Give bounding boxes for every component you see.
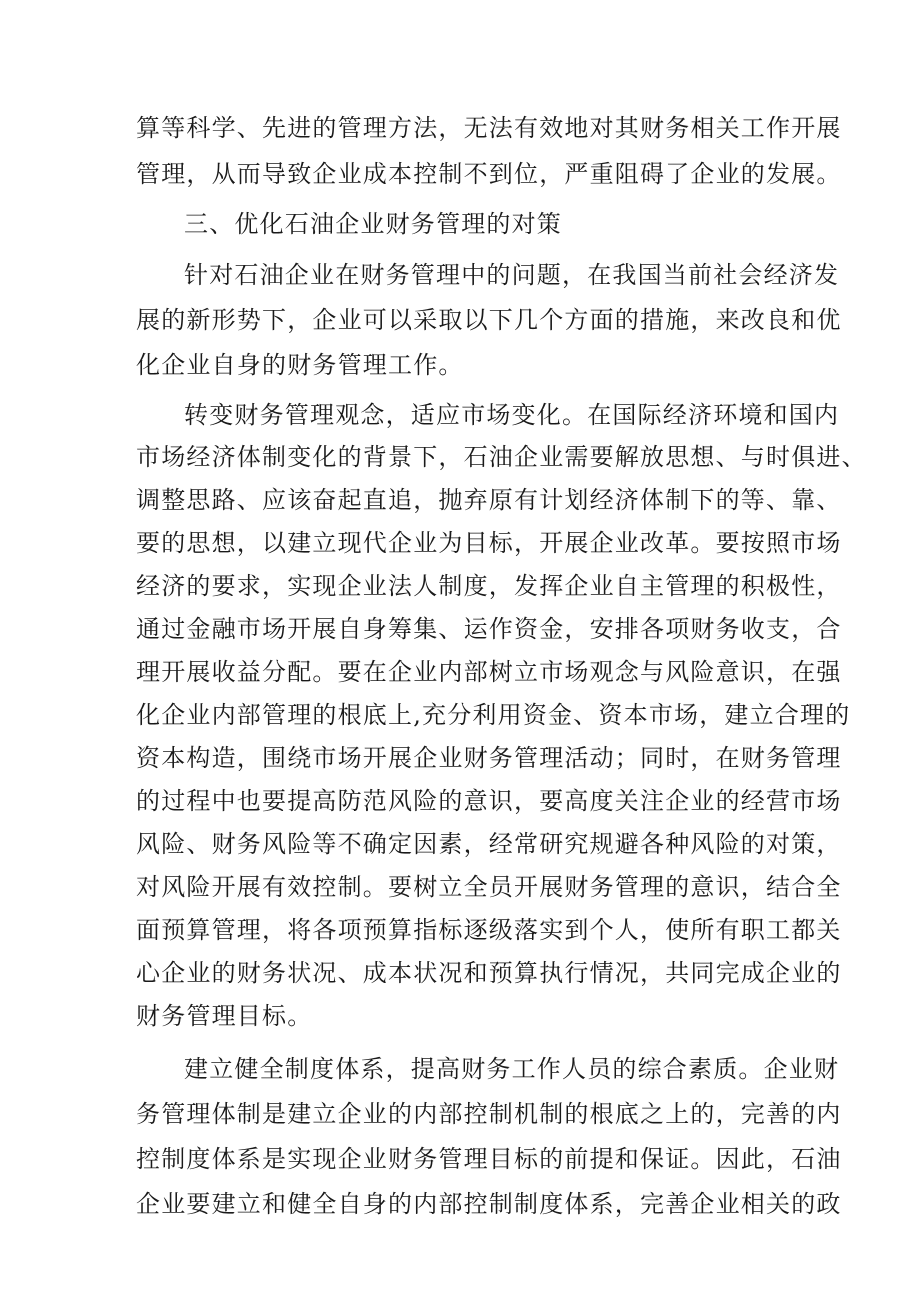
text-line: 对风险开展有效控制。要树立全员开展财务管理的意识，结合全 — [136, 873, 842, 901]
text-line: 展的新形势下，企业可以采取以下几个方面的措施，来改良和优 — [136, 306, 842, 334]
text-line: 风险、财务风险等不确定因素，经常研究规避各种风险的对策， — [136, 830, 842, 858]
text-line: 调整思路、应该奋起直追，抛弃原有计划经济体制下的等、靠、 — [136, 486, 842, 514]
text-line: 资本构造，围绕市场开展企业财务管理活动；同时，在财务管理 — [136, 744, 842, 772]
text-line: 经济的要求，实现企业法人制度，发挥企业自主管理的积极性， — [136, 572, 842, 600]
text-line: 要的思想，以建立现代企业为目标，开展企业改革。要按照市场 — [136, 529, 842, 557]
paragraph-start: 建立健全制度体系，提高财务工作人员的综合素质。企业财 — [184, 1055, 840, 1083]
text-line: 财务管理目标。 — [136, 1002, 313, 1030]
text-line: 市场经济体制变化的背景下，石油企业需要解放思想、与时俱进、 — [136, 443, 867, 471]
text-line: 理开展收益分配。要在企业内部树立市场观念与风险意识，在强 — [136, 658, 842, 686]
paragraph-start: 针对石油企业在财务管理中的问题，在我国当前社会经济发 — [184, 261, 840, 289]
text-line: 控制度体系是实现企业财务管理目标的前提和保证。因此，石油 — [136, 1145, 842, 1173]
text-line: 心企业的财务状况、成本状况和预算执行情况，共同完成企业的 — [136, 959, 842, 987]
text-line: 务管理体制是建立企业的内部控制机制的根底之上的，完善的内 — [136, 1100, 842, 1128]
text-line: 通过金融市场开展自身筹集、运作资金，安排各项财务收支，合 — [136, 615, 842, 643]
text-line: 化企业内部管理的根底上,充分利用资金、资本市场，建立合理的 — [136, 701, 851, 729]
text-line: 面预算管理，将各项预算指标逐级落实到个人，使所有职工都关 — [136, 916, 842, 944]
text-line: 管理，从而导致企业成本控制不到位，严重阻碍了企业的发展。 — [136, 160, 842, 188]
text-line: 企业要建立和健全自身的内部控制制度体系，完善企业相关的政 — [136, 1190, 842, 1218]
section-heading: 三、优化石油企业财务管理的对策 — [184, 210, 562, 238]
paragraph-start: 转变财务管理观念，适应市场变化。在国际经济环境和国内 — [184, 401, 840, 429]
text-line: 的过程中也要提高防范风险的意识，要高度关注企业的经营市场 — [136, 787, 842, 815]
text-line: 算等科学、先进的管理方法，无法有效地对其财务相关工作开展 — [136, 114, 842, 142]
text-line: 化企业自身的财务管理工作。 — [136, 351, 464, 379]
